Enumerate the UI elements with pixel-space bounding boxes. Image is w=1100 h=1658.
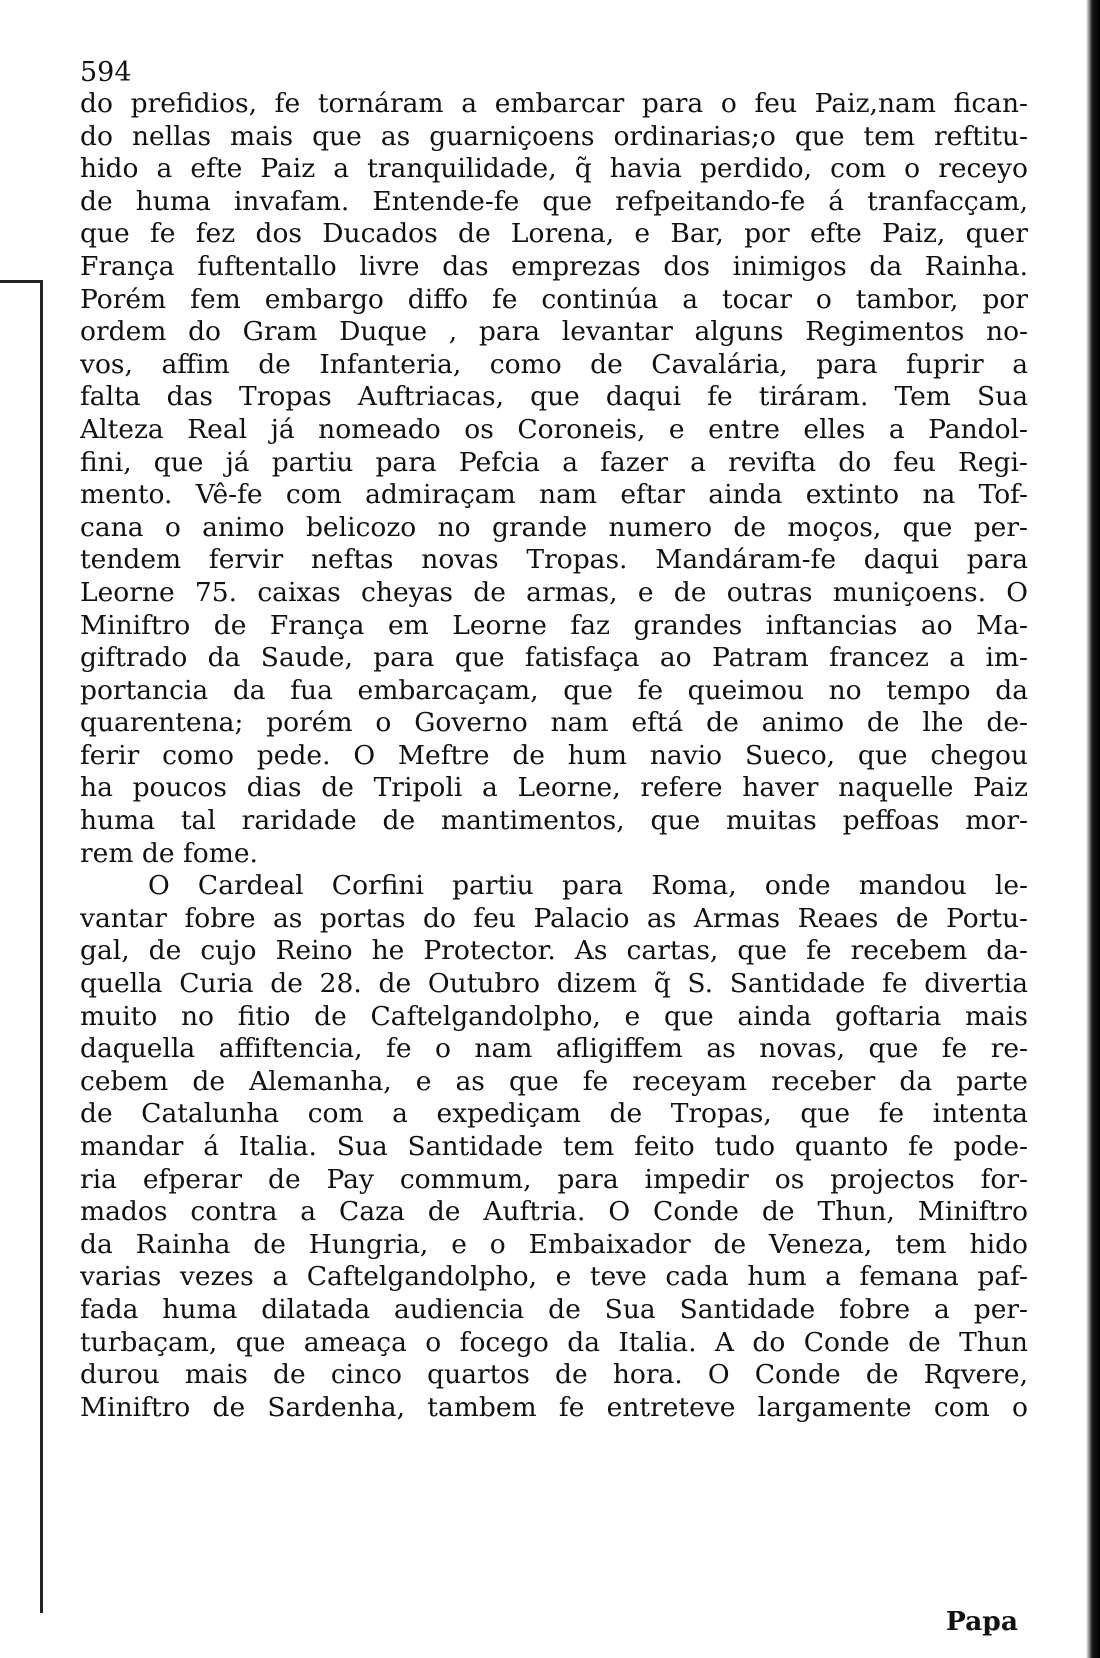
- text-line: muito no fitio de Caftelgandolpho, e que ainda goftaria mais: [80, 1000, 1028, 1032]
- catchword: Papa: [945, 1606, 1018, 1637]
- paragraph-2: [80, 870, 1028, 1424]
- text-line: Porém fem embargo diffo fe continúa a tocar o tambor, por: [80, 283, 1028, 315]
- text-line: vos, affim de Infanteria, como de Cavalária, para fuprir a: [80, 348, 1028, 380]
- text-line: França fuftentallo livre das emprezas dos inimigos da Rainha.: [80, 250, 1028, 282]
- text-line: quella Curia de 28. de Outubro dizem q̃ S. Santidade fe divertia: [80, 968, 1028, 1000]
- text-line: cebem de Alemanha, e as que fe receyam receber da parte: [80, 1065, 1028, 1097]
- text-line: mados contra a Caza de Auftria. O Conde de Thun, Miniftro: [80, 1196, 1028, 1228]
- text-line: mandar á Italia. Sua Santidade tem feito tudo quanto fe pode-: [80, 1131, 1028, 1162]
- text-line: tendem fervir neftas novas Tropas. Mandáram-fe daqui para: [80, 544, 1028, 576]
- text-line: mento. Vê-fe com admiraçam nam eftar ainda extinto na Tof-: [80, 479, 1028, 511]
- page-number: 594: [80, 57, 132, 88]
- text-line: ordem do Gram Duque , para levantar alguns Regimentos no-: [80, 316, 1028, 348]
- text-line: ha poucos dias de Tripoli a Leorne, refere haver naquelle Paiz: [80, 772, 1028, 804]
- text-line: Miniftro de França em Leorne faz grandes inftancias ao Ma-: [80, 609, 1028, 641]
- text-line: Leorne 75. caixas cheyas de armas, e de outras muniçoens. O: [80, 576, 1028, 608]
- text-line: hido a efte Paiz a tranquilidade, q̃ havia perdido, com o receyo: [80, 153, 1028, 185]
- text-line: daquella affiftencia, fe o nam afligiffem as novas, que fe re-: [80, 1033, 1028, 1065]
- text-line: falta das Tropas Auftriacas, que daqui fe tiráram. Tem Sua: [80, 381, 1028, 413]
- text-line: rem de fome.: [80, 837, 258, 869]
- text-line: gal, de cujo Reino he Protector. As cartas, que fe recebem da-: [80, 935, 1028, 967]
- text-line: cana o animo belicozo no grande numero de moços, que per-: [80, 511, 1028, 543]
- text-line: fini, que já partiu para Pefcia a fazer a revifta do feu Regi-: [80, 446, 1028, 478]
- text-line: fada huma dilatada audiencia de Sua Santidade fobre a per-: [80, 1293, 1028, 1325]
- text-line: Miniftro de Sardenha, tambem fe entreteve largamente com o: [80, 1391, 1028, 1423]
- text-line: quarentena; porém o Governo nam eftá de animo de lhe de-: [80, 707, 1028, 739]
- text-line: ferir como pede. O Meftre de hum navio Sueco, que chegou: [80, 739, 1028, 771]
- text-line: vantar fobre as portas do feu Palacio as Armas Reaes de Portu-: [80, 902, 1028, 934]
- text-line: varias vezes a Caftelgandolpho, e teve cada hum a femana paf-: [80, 1261, 1028, 1293]
- article-text: [80, 88, 1028, 1424]
- text-line: Alteza Real já nomeado os Coroneis, e entre elles a Pandol-: [80, 413, 1028, 445]
- text-line: turbaçam, que ameaça o focego da Italia. A do Conde de Thun: [80, 1326, 1028, 1358]
- text-line: ria efperar de Pay commum, para impedir os projectos for-: [80, 1163, 1028, 1195]
- text-line: de huma invafam. Entende-fe que refpeitando-fe á tranfacçam,: [80, 185, 1028, 217]
- text-line: do nellas mais que as guarniçoens ordinarias;o que tem reftitu-: [80, 120, 1028, 152]
- text-line: de Catalunha com a expediçam de Tropas, que fe intenta: [80, 1098, 1028, 1130]
- paragraph-1: [80, 88, 1028, 870]
- text-line: durou mais de cinco quartos de hora. O Conde de Rqvere,: [80, 1359, 1028, 1391]
- scan-page-edge: [0, 280, 43, 1613]
- text-line: giftrado da Saude, para que fatisfaça ao Patram francez a im-: [80, 642, 1028, 674]
- scan-binding-shadow: [1086, 0, 1100, 1658]
- text-line: que fe fez dos Ducados de Lorena, e Bar, por efte Paiz, quer: [80, 218, 1028, 250]
- text-line: huma tal raridade de mantimentos, que muitas peffoas mor-: [80, 805, 1028, 837]
- text-line: portancia da fua embarcaçam, que fe queimou no tempo da: [80, 674, 1028, 706]
- text-line: do prefidios, fe tornáram a embarcar para o feu Paiz,nam fican-: [80, 88, 1028, 119]
- text-line: O Cardeal Corfini partiu para Roma, onde mandou le-: [148, 870, 1028, 902]
- text-line: da Rainha de Hungria, e o Embaixador de Veneza, tem hido: [80, 1228, 1028, 1260]
